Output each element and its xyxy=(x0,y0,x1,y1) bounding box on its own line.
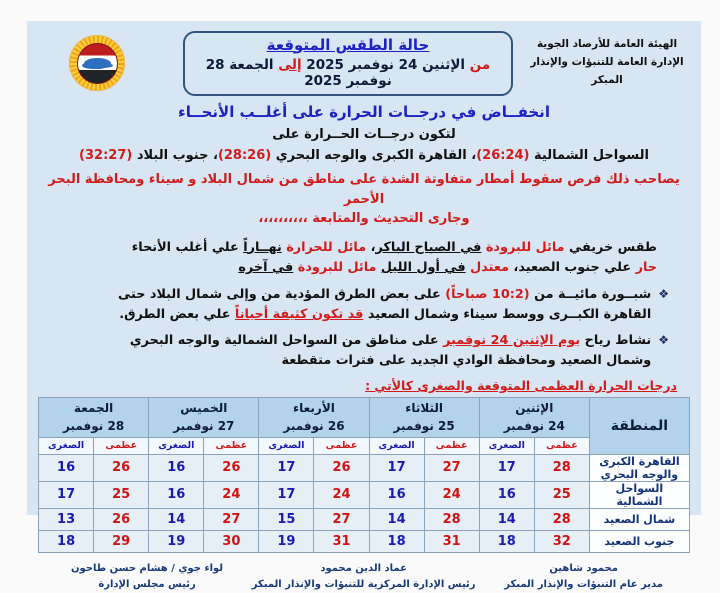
min-temp-cell: 13 xyxy=(39,508,94,530)
region-name-cell: جنوب الصعيد xyxy=(589,530,689,552)
max-temp-cell: 25 xyxy=(534,481,589,508)
bulletin-header xyxy=(37,27,691,99)
day-column-header: الأربعاء 26 نوفمبر xyxy=(259,397,369,437)
org-line2: الإدارة العامة للتنبؤات والإنذار المبكر xyxy=(530,56,684,86)
signatures-footer xyxy=(37,561,691,593)
min-temp-cell: 19 xyxy=(149,530,204,552)
max-temp-cell: 30 xyxy=(204,530,259,552)
min-label: الصغرى xyxy=(369,437,424,454)
max-temp-cell: 27 xyxy=(314,508,369,530)
fog-warning-text: شبــورة مائيــة من (10:2 صباحاً) على بعض الطرق المؤدية من وإلى شمال البلاد حتى القاهرة الكبــرى ووسط سيناء وشمال الصعيد قد تكون كثيفة أحياناً علي بعض الطرق. xyxy=(118,287,652,323)
max-temp-cell: 28 xyxy=(424,508,479,530)
day-column-header: الخميس 27 نوفمبر xyxy=(149,397,259,437)
day-column-header: الجمعة 28 نوفمبر xyxy=(39,397,149,437)
region-name-cell: السواحل الشمالية xyxy=(589,481,689,508)
min-temp-cell: 18 xyxy=(479,530,534,552)
autumn-weather-description: طقس خريفي مائل للبرودة في الصباح الباكر، مائل للحرارة نهــاراً علي أغلب الأنحاء حار علي جنوب الصعيد، معتدل في أول الليل مائل للبرودة في آخره xyxy=(131,239,657,275)
max-label: عظمى xyxy=(424,437,479,454)
table-row xyxy=(39,481,690,508)
max-label: عظمى xyxy=(94,437,149,454)
table-row xyxy=(39,454,690,481)
min-temp-cell: 15 xyxy=(259,508,314,530)
min-label: الصغرى xyxy=(149,437,204,454)
signature-board-chairman xyxy=(71,561,223,593)
bulletin-title: حالة الطقس المتوقعة xyxy=(266,35,430,54)
temps-intro-line: لتكون درجــات الحــرارة على xyxy=(272,127,456,142)
min-label: الصغرى xyxy=(479,437,534,454)
max-temp-cell: 31 xyxy=(424,530,479,552)
rain-warning-line2: وجارى التحديث والمتابعة ،،،،،،،،،، xyxy=(258,211,470,226)
min-label: الصغرى xyxy=(39,437,94,454)
max-temp-cell: 25 xyxy=(94,481,149,508)
min-temp-cell: 16 xyxy=(369,481,424,508)
min-temp-cell: 17 xyxy=(479,454,534,481)
rain-warning xyxy=(37,170,691,229)
min-temp-cell: 17 xyxy=(259,454,314,481)
max-temp-cell: 26 xyxy=(94,454,149,481)
warnings-list xyxy=(37,285,691,370)
min-temp-cell: 17 xyxy=(39,481,94,508)
max-temp-cell: 28 xyxy=(534,508,589,530)
signature-title: رئيس الإدارة المركزية للتنبؤات والإنذار المبكر xyxy=(251,578,476,590)
signature-director-general xyxy=(504,561,663,593)
signature-central-admin-head xyxy=(252,561,476,593)
logo-cloud-icon xyxy=(84,58,111,69)
region-column-header: المنطقة xyxy=(589,397,689,454)
min-label: الصغرى xyxy=(259,437,314,454)
egyptian-meteorological-authority-logo-icon xyxy=(69,35,125,91)
wind-warning-item xyxy=(37,331,691,371)
max-temp-cell: 24 xyxy=(314,481,369,508)
logo-flag-bands xyxy=(77,43,118,84)
signature-title: رئيس مجلس الإدارة xyxy=(98,578,196,590)
day-column-header: الثلاثاء 25 نوفمبر xyxy=(369,397,479,437)
signature-name: لواء جوي / هشام حسن طاحون xyxy=(71,562,224,574)
signature-name: عماد الدين محمود xyxy=(320,562,407,574)
max-temp-cell: 28 xyxy=(534,454,589,481)
logo-container xyxy=(37,35,157,91)
org-line1: الهيئة العامة للأرصاد الجوية xyxy=(536,38,678,51)
max-temp-cell: 26 xyxy=(94,508,149,530)
temperature-table xyxy=(38,397,690,553)
fog-warning-item xyxy=(37,285,691,325)
min-temp-cell: 17 xyxy=(259,481,314,508)
max-temp-cell: 26 xyxy=(204,454,259,481)
organization-name xyxy=(523,36,691,90)
title-box xyxy=(183,31,513,96)
min-temp-cell: 16 xyxy=(149,454,204,481)
rain-warning-line1: يصاحب ذلك فرص سقوط أمطار متفاوتة الشدة على مناطق من شمال البلاد و سيناء ومحافظة البحر الأحمر xyxy=(48,172,680,207)
region-name-cell: القاهرة الكبرى والوجه البحري xyxy=(589,454,689,481)
max-temp-cell: 31 xyxy=(314,530,369,552)
min-temp-cell: 17 xyxy=(369,454,424,481)
wind-warning-text: نشاط رياح يوم الإثنين 24 نوفمبر على مناطق من السواحل الشمالية والوجه البحري وشمال الصعيد ومحافظة الوادي الجديد على فترات متقطعة xyxy=(129,333,652,368)
bulletin-panel xyxy=(27,21,701,590)
max-temp-cell: 27 xyxy=(424,454,479,481)
min-temp-cell: 16 xyxy=(479,481,534,508)
max-temp-cell: 24 xyxy=(204,481,259,508)
signature-title: مدير عام التنبؤات والإنذار المبكر xyxy=(504,578,663,590)
max-temp-cell: 26 xyxy=(314,454,369,481)
headline-temperature-drop: انخفــاض في درجــات الحرارة على أغلــب الأنحــاء xyxy=(178,103,550,121)
signature-name: محمود شاهين xyxy=(549,562,618,574)
table-days-header-row xyxy=(39,397,690,437)
day-column-header: الإثنين 24 نوفمبر xyxy=(479,397,589,437)
diamond-bullet-icon: ❖ xyxy=(658,287,669,302)
min-temp-cell: 14 xyxy=(149,508,204,530)
temperature-table-title: درجات الحرارة العظمى المتوقعة والصغرى كالأتي : xyxy=(365,377,677,393)
max-label: عظمى xyxy=(204,437,259,454)
max-temp-cell: 32 xyxy=(534,530,589,552)
min-temp-cell: 16 xyxy=(149,481,204,508)
min-temp-cell: 14 xyxy=(479,508,534,530)
bulletin-date-range: من الإثنين 24 نوفمبر 2025 إلى الجمعة 28 نوفمبر 2025 xyxy=(205,56,491,89)
diamond-bullet-icon: ❖ xyxy=(658,333,669,348)
min-temp-cell: 14 xyxy=(369,508,424,530)
min-temp-cell: 18 xyxy=(369,530,424,552)
min-temp-cell: 19 xyxy=(259,530,314,552)
table-row xyxy=(39,530,690,552)
max-temp-cell: 24 xyxy=(424,481,479,508)
regional-temps-line: السواحل الشمالية (26:24)، القاهرة الكبرى والوجه البحري (28:26)، جنوب البلاد (32:27) xyxy=(79,148,649,163)
max-label: عظمى xyxy=(314,437,369,454)
min-temp-cell: 18 xyxy=(39,530,94,552)
max-label: عظمى xyxy=(534,437,589,454)
max-temp-cell: 27 xyxy=(204,508,259,530)
region-name-cell: شمال الصعيد xyxy=(589,508,689,530)
min-temp-cell: 16 xyxy=(39,454,94,481)
max-temp-cell: 29 xyxy=(94,530,149,552)
